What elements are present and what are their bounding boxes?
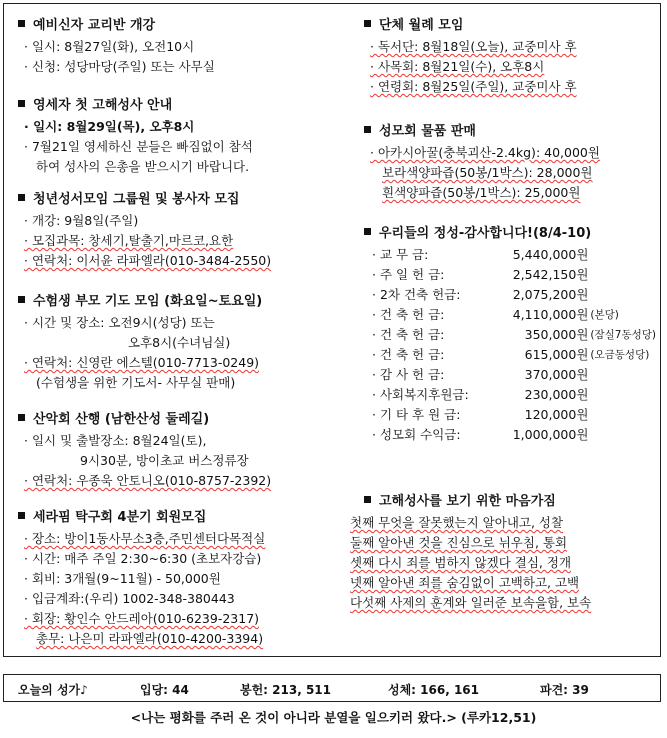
- hiking-notice: [18, 408, 353, 506]
- section-title: 수험생 부모 기도 모임 (화요일~토요일): [33, 294, 263, 309]
- hymn-communion: 성체: 166, 161: [388, 683, 479, 697]
- bullet-square-icon: [364, 496, 371, 503]
- hymn-offertory: 봉헌: 213, 511: [240, 683, 331, 697]
- table-row: · 2차 건축 헌금: 2,075,200원: [372, 287, 589, 302]
- notice-line: · 장소: 방이1동사무소3층,주민센터다목적실: [24, 531, 266, 546]
- left-column: [18, 14, 353, 649]
- table-tennis-notice: [18, 506, 353, 649]
- table-row: · 건 축 헌 금: 350,000원 (잠실7동성당): [372, 327, 656, 342]
- notice-line: 흰색양파즙(50봉/1박스): 25,000원: [382, 185, 581, 200]
- section-title: 예비신자 교리반 개강: [33, 18, 156, 33]
- monthly-meeting-notice: [364, 14, 656, 120]
- bullet-square-icon: [364, 20, 371, 27]
- bullet-square-icon: [18, 100, 25, 107]
- youth-bible-notice: [18, 188, 353, 290]
- notice-line: 첫째 무엇을 잘못했는지 알아내고, 성찰: [350, 515, 564, 530]
- notice-line: · 독서단: 8월18일(오늘), 교중미사 후: [370, 39, 577, 54]
- confession-notice: [18, 94, 353, 188]
- notice-line: 보라색양파즙(50봉/1박스): 28,000원: [382, 165, 593, 180]
- bullet-square-icon: [18, 20, 25, 27]
- hymn-label: 오늘의 성가♪: [18, 683, 88, 697]
- table-row: · 건 축 헌 금: 4,110,000원 (본당): [372, 307, 619, 322]
- notice-line: · 회비: 3개월(9~11월) - 50,000원: [24, 571, 221, 586]
- section-title: 산악회 산행 (남한산성 둘레길): [33, 412, 210, 427]
- notice-line: 둘째 알아낸 것을 진심으로 뉘우침, 통회: [350, 535, 568, 550]
- notice-line: · 입금계좌:(우리) 1002-348-380443: [24, 591, 235, 606]
- catechism-notice: [18, 14, 353, 94]
- bulletin-board: [3, 3, 661, 657]
- table-row: · 성모회 수익금: 1,000,000원: [372, 427, 589, 442]
- notice-line: · 시간: 매주 주일 2:30~6:30 (초보자강습): [24, 551, 262, 566]
- notice-line: · 회장: 황인수 안드레아(010-6239-2317): [24, 611, 260, 626]
- section-title: 단체 월례 모임: [379, 18, 464, 33]
- bullet-square-icon: [18, 296, 25, 303]
- table-row: · 감 사 헌 금: 370,000원: [372, 367, 589, 382]
- notice-line: 넷째 알아낸 죄를 숨김없이 고백하고, 고백: [350, 575, 580, 590]
- section-title: 영세자 첫 고해성사 안내: [33, 98, 173, 113]
- notice-line: · 연령회: 8월25일(주일), 교중미사 후: [370, 79, 577, 94]
- notice-line: · 모집과목: 창세기,탈출기,마르코,요한: [24, 233, 234, 248]
- notice-line: · 개강: 9월8일(주일): [24, 213, 139, 228]
- offering-notice: [364, 222, 656, 490]
- notice-line: · 일시 및 출발장소: 8월24일(토),: [24, 433, 207, 448]
- section-title: 우리들의 정성-감사합니다!(8/4-10): [379, 226, 592, 241]
- notice-line: · 아카시아꿀(충북괴산-2.4kg): 40,000원: [370, 145, 600, 160]
- notice-line: · 연락처: 이서윤 라파엘라(010-3484-2550): [24, 253, 272, 268]
- hymn-dismissal: 파견: 39: [540, 683, 589, 697]
- table-row: · 건 축 헌 금: 615,000원 (오금동성당): [372, 347, 650, 362]
- scripture-verse: <나는 평화를 주러 온 것이 아니라 분열을 일으키러 왔다.> (루카12,51): [130, 710, 537, 725]
- notice-line: · 7월21일 영세하신 분들은 빠짐없이 참석: [24, 139, 253, 154]
- bullet-square-icon: [18, 194, 25, 201]
- table-row: · 교 무 금: 5,440,000원: [372, 247, 589, 262]
- section-title: 청년성서모임 그룹원 및 봉사자 모집: [33, 192, 240, 207]
- notice-line: · 연락처: 신영란 에스텔(010-7713-0249): [24, 355, 260, 370]
- sale-notice: [364, 120, 656, 222]
- hymn-bar: [3, 674, 661, 702]
- notice-line: 오후8시(수녀님실): [128, 335, 231, 350]
- section-title: 성모회 물품 판매: [379, 124, 476, 139]
- notice-line: 셋째 다시 죄를 범하지 않겠다 결심, 정개: [350, 555, 572, 570]
- notice-line: 하여 성사의 은총을 받으시기 바랍니다.: [36, 159, 250, 174]
- notice-line: · 사목회: 8월21일(수), 오후8시: [370, 59, 545, 74]
- notice-line: · 연락처: 우종욱 안토니오(010-8757-2392): [24, 473, 272, 488]
- parent-prayer-notice: [18, 290, 353, 408]
- notice-line: · 일시: 8월29일(목), 오후8시: [24, 119, 195, 134]
- notice-line: · 신청: 성당마당(주일) 또는 사무실: [24, 59, 215, 74]
- hymn-entrance: 입당: 44: [140, 683, 189, 697]
- notice-line: · 일시: 8월27일(화), 오전10시: [24, 39, 195, 54]
- bullet-square-icon: [364, 228, 371, 235]
- right-column: [350, 14, 656, 613]
- notice-line: 9시30분, 방이초교 버스정류장: [80, 453, 249, 468]
- bullet-square-icon: [364, 126, 371, 133]
- section-title: 세라핌 탁구회 4분기 회원모집: [33, 510, 207, 525]
- table-row: · 기 타 후 원 금: 120,000원: [372, 407, 589, 422]
- bullet-square-icon: [18, 512, 25, 519]
- section-title: 고해성사를 보기 위한 마음가짐: [379, 494, 556, 509]
- confession-mindset: [350, 490, 656, 613]
- table-row: · 사회복지후원금: 230,000원: [372, 387, 589, 402]
- notice-line: 다섯째 사제의 훈계와 일러준 보속을함, 보속: [350, 595, 592, 610]
- notice-line: · 시간 및 장소: 오전9시(성당) 또는: [24, 315, 215, 330]
- table-row: · 주 일 헌 금: 2,542,150원: [372, 267, 589, 282]
- offering-table: [372, 245, 656, 445]
- notice-line: 총무: 나은미 라파엘라(010-4200-3394): [36, 631, 264, 646]
- bullet-square-icon: [18, 414, 25, 421]
- notice-line: (수험생을 위한 기도서- 사무실 판매): [36, 375, 236, 390]
